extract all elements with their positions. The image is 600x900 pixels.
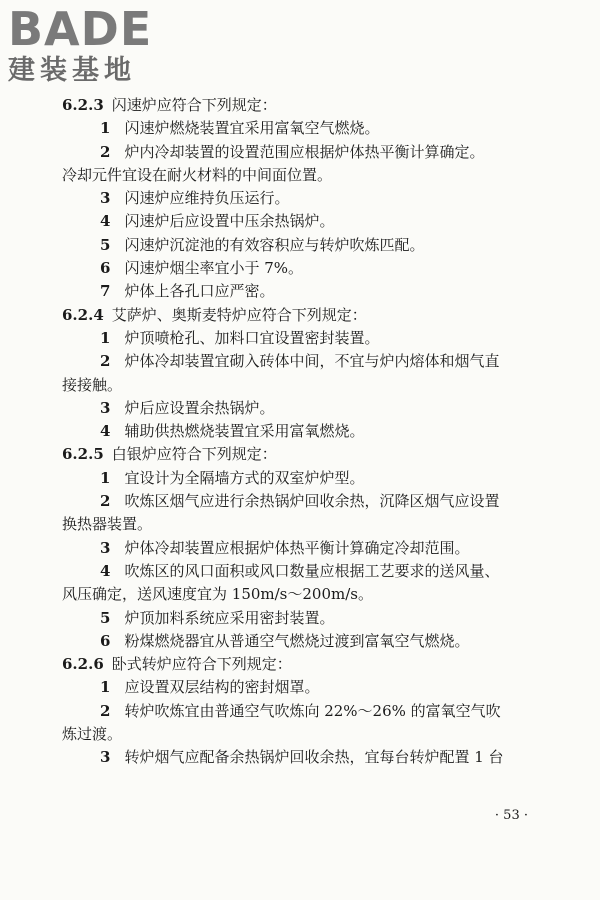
clause-item [0,327,600,350]
clause-item [0,117,600,140]
continuation-line [0,723,600,746]
item-number: 6 [100,259,111,278]
item-number: 5 [100,608,111,627]
line-text: 闪速炉沉淀池的有效容积应与转炉吹炼匹配。 [124,235,425,254]
clause-item [0,490,600,513]
clause-item [0,700,600,723]
clause-item [0,210,600,233]
line-text: 宜设计为全隔墙方式的双室炉炉型。 [124,468,365,487]
line-text: 风压确定，送风速度宜为 150m/s～200m/s。 [62,585,373,604]
item-number: 1 [100,468,111,487]
section-number: 6.2.5 [62,445,104,464]
logo-subtitle: 建装基地 [8,55,136,86]
line-text: 炉体冷却装置宜砌入砖体中间，不宜与炉内熔体和烟气直 [124,352,500,371]
page-number: · 53 · [494,808,528,823]
line-text: 吹炼区烟气应进行余热锅炉回收余热，沉降区烟气应设置 [124,492,500,511]
section-number: 6.2.4 [62,305,104,324]
continuation-line [0,513,600,536]
item-number: 2 [100,492,111,511]
section-line [0,304,600,327]
item-number: 1 [100,328,111,347]
clause-item [0,467,600,490]
line-text: 炉体上各孔口应严密。 [124,282,275,301]
brand-logo [8,4,152,88]
item-number: 4 [100,422,111,441]
clause-item [0,234,600,257]
line-text: 接接触。 [62,375,123,394]
item-number: 7 [100,282,111,301]
line-text: 炉顶喷枪孔、加料口宜设置密封装置。 [124,328,380,347]
line-text: 换热器装置。 [62,515,153,534]
clause-item [0,676,600,699]
line-text: 闪速炉应维持负压运行。 [124,189,290,208]
line-text: 闪速炉燃烧装置宜采用富氧空气燃烧。 [124,119,380,138]
continuation-line [0,583,600,606]
item-number: 4 [100,561,111,580]
clause-item [0,397,600,420]
section-line [0,443,600,466]
clause-item [0,141,600,164]
line-text: 艾萨炉、奥斯麦特炉应符合下列规定： [111,305,367,324]
line-text: 炉内冷却装置的设置范围应根据炉体热平衡计算确定。 [124,142,485,161]
line-text: 闪速炉后应设置中压余热锅炉。 [124,212,335,231]
item-number: 1 [100,119,111,138]
section-number: 6.2.3 [62,96,104,114]
clause-item [0,746,600,769]
line-text: 闪速炉烟尘率宜小于 7%。 [124,259,304,278]
line-text: 应设置双层结构的密封烟罩。 [124,678,320,697]
item-number: 2 [100,352,111,371]
line-text: 白银炉应符合下列规定： [111,445,277,464]
clause-item [0,280,600,303]
line-text: 炉后应设置余热锅炉。 [124,398,275,417]
item-number: 4 [100,212,111,231]
line-text: 卧式转炉应符合下列规定： [111,655,292,674]
section-line [0,653,600,676]
item-number: 3 [100,189,111,208]
logo-brand-text: BADE [8,2,153,56]
section-line [0,94,600,117]
document-body [0,94,600,770]
continuation-line [0,374,600,397]
item-number: 2 [100,142,111,161]
item-number: 1 [100,678,111,697]
item-number: 6 [100,631,111,650]
clause-item [0,420,600,443]
line-text: 冷却元件宜设在耐火材料的中间面位置。 [62,165,333,184]
clause-item [0,537,600,560]
item-number: 3 [100,748,111,767]
clause-item [0,607,600,630]
continuation-line [0,164,600,187]
item-number: 2 [100,701,111,720]
line-text: 炼过渡。 [62,725,123,744]
clause-item [0,630,600,653]
section-number: 6.2.6 [62,655,104,674]
clause-item [0,257,600,280]
clause-item [0,187,600,210]
line-text: 吹炼区的风口面积或风口数量应根据工艺要求的送风量、 [124,561,500,580]
line-text: 炉顶加料系统应采用密封装置。 [124,608,335,627]
item-number: 5 [100,235,111,254]
line-text: 闪速炉应符合下列规定： [111,96,277,114]
line-text: 炉体冷却装置应根据炉体热平衡计算确定冷却范围。 [124,538,470,557]
clause-item [0,560,600,583]
item-number: 3 [100,538,111,557]
line-text: 转炉烟气应配备余热锅炉回收余热，宜每台转炉配置 1 台 [124,748,504,767]
line-text: 粉煤燃烧器宜从普通空气燃烧过渡到富氧空气燃烧。 [124,631,470,650]
clause-item [0,350,600,373]
item-number: 3 [100,398,111,417]
line-text: 辅助供热燃烧装置宜采用富氧燃烧。 [124,422,365,441]
line-text: 转炉吹炼宜由普通空气吹炼向 22%～26% 的富氧空气吹 [124,701,501,720]
